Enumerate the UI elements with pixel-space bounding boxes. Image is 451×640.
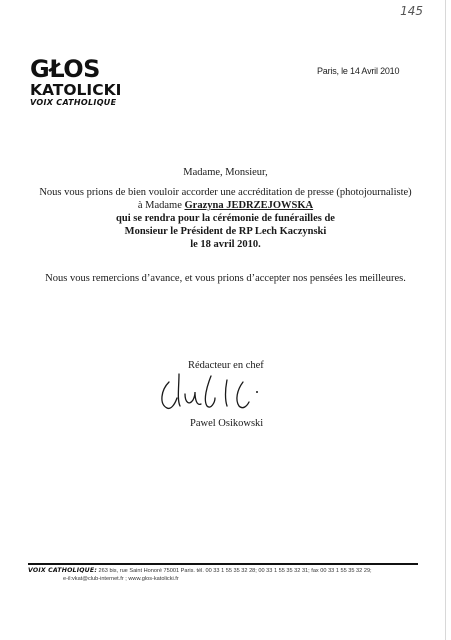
footer-contact [28, 567, 428, 583]
letter-date: Paris, le 14 Avril 2010 [317, 66, 400, 76]
closing-sentence: Nous vous remercions d’avance, et vous prions d’accepter nos pensées les meilleures. [45, 273, 406, 284]
body-line-4: Monsieur le Président de RP Lech Kaczynski [124, 226, 327, 237]
logo-voix-catholique-text: VOIX CATHOLIQUE [30, 98, 117, 107]
body-line-2-prefix: à Madame [137, 200, 185, 211]
handwritten-signature [155, 370, 285, 418]
footer-address: 263 bis, rue Saint Honoré 75001 Paris. tél. 00 33 1 55 35 32 28; 00 33 1 55 35 32 31; fax 00 33 1 55 35 32 29; [97, 568, 372, 574]
scan-edge [445, 0, 446, 640]
salutation: Madame, Monsieur, [183, 167, 268, 178]
body-line-1: Nous vous prions de bien vouloir accorder une accréditation de presse (photojournaliste) [39, 187, 412, 198]
footer-line-2: e-il:vkat@club-internet.fr ; www.glos-katolicki.fr [63, 576, 179, 582]
letter-body [0, 186, 451, 251]
glos-katolicki-logo [30, 56, 140, 108]
body-line-3: qui se rendra pour la cérémonie de funérailles de [116, 213, 335, 224]
logo-top-row [30, 56, 140, 82]
body-line-2 [0, 199, 451, 212]
footer-line-1 [28, 567, 428, 575]
footer-rule [28, 563, 418, 565]
handwritten-page-number: 145 [400, 4, 423, 18]
logo-glos-text: GŁOS [30, 55, 100, 83]
footer-brand: VOIX CATHOLIQUE: [28, 567, 97, 574]
accredited-person-name: Grazyna JEDRZEJOWSKA [184, 200, 314, 211]
signatory-title: Rédacteur en chef [188, 360, 264, 371]
logo-katolicki-text: KATOLICKI [30, 81, 122, 99]
body-line-5: le 18 avril 2010. [190, 239, 261, 250]
signatory-name: Pawel Osikowski [190, 418, 264, 429]
